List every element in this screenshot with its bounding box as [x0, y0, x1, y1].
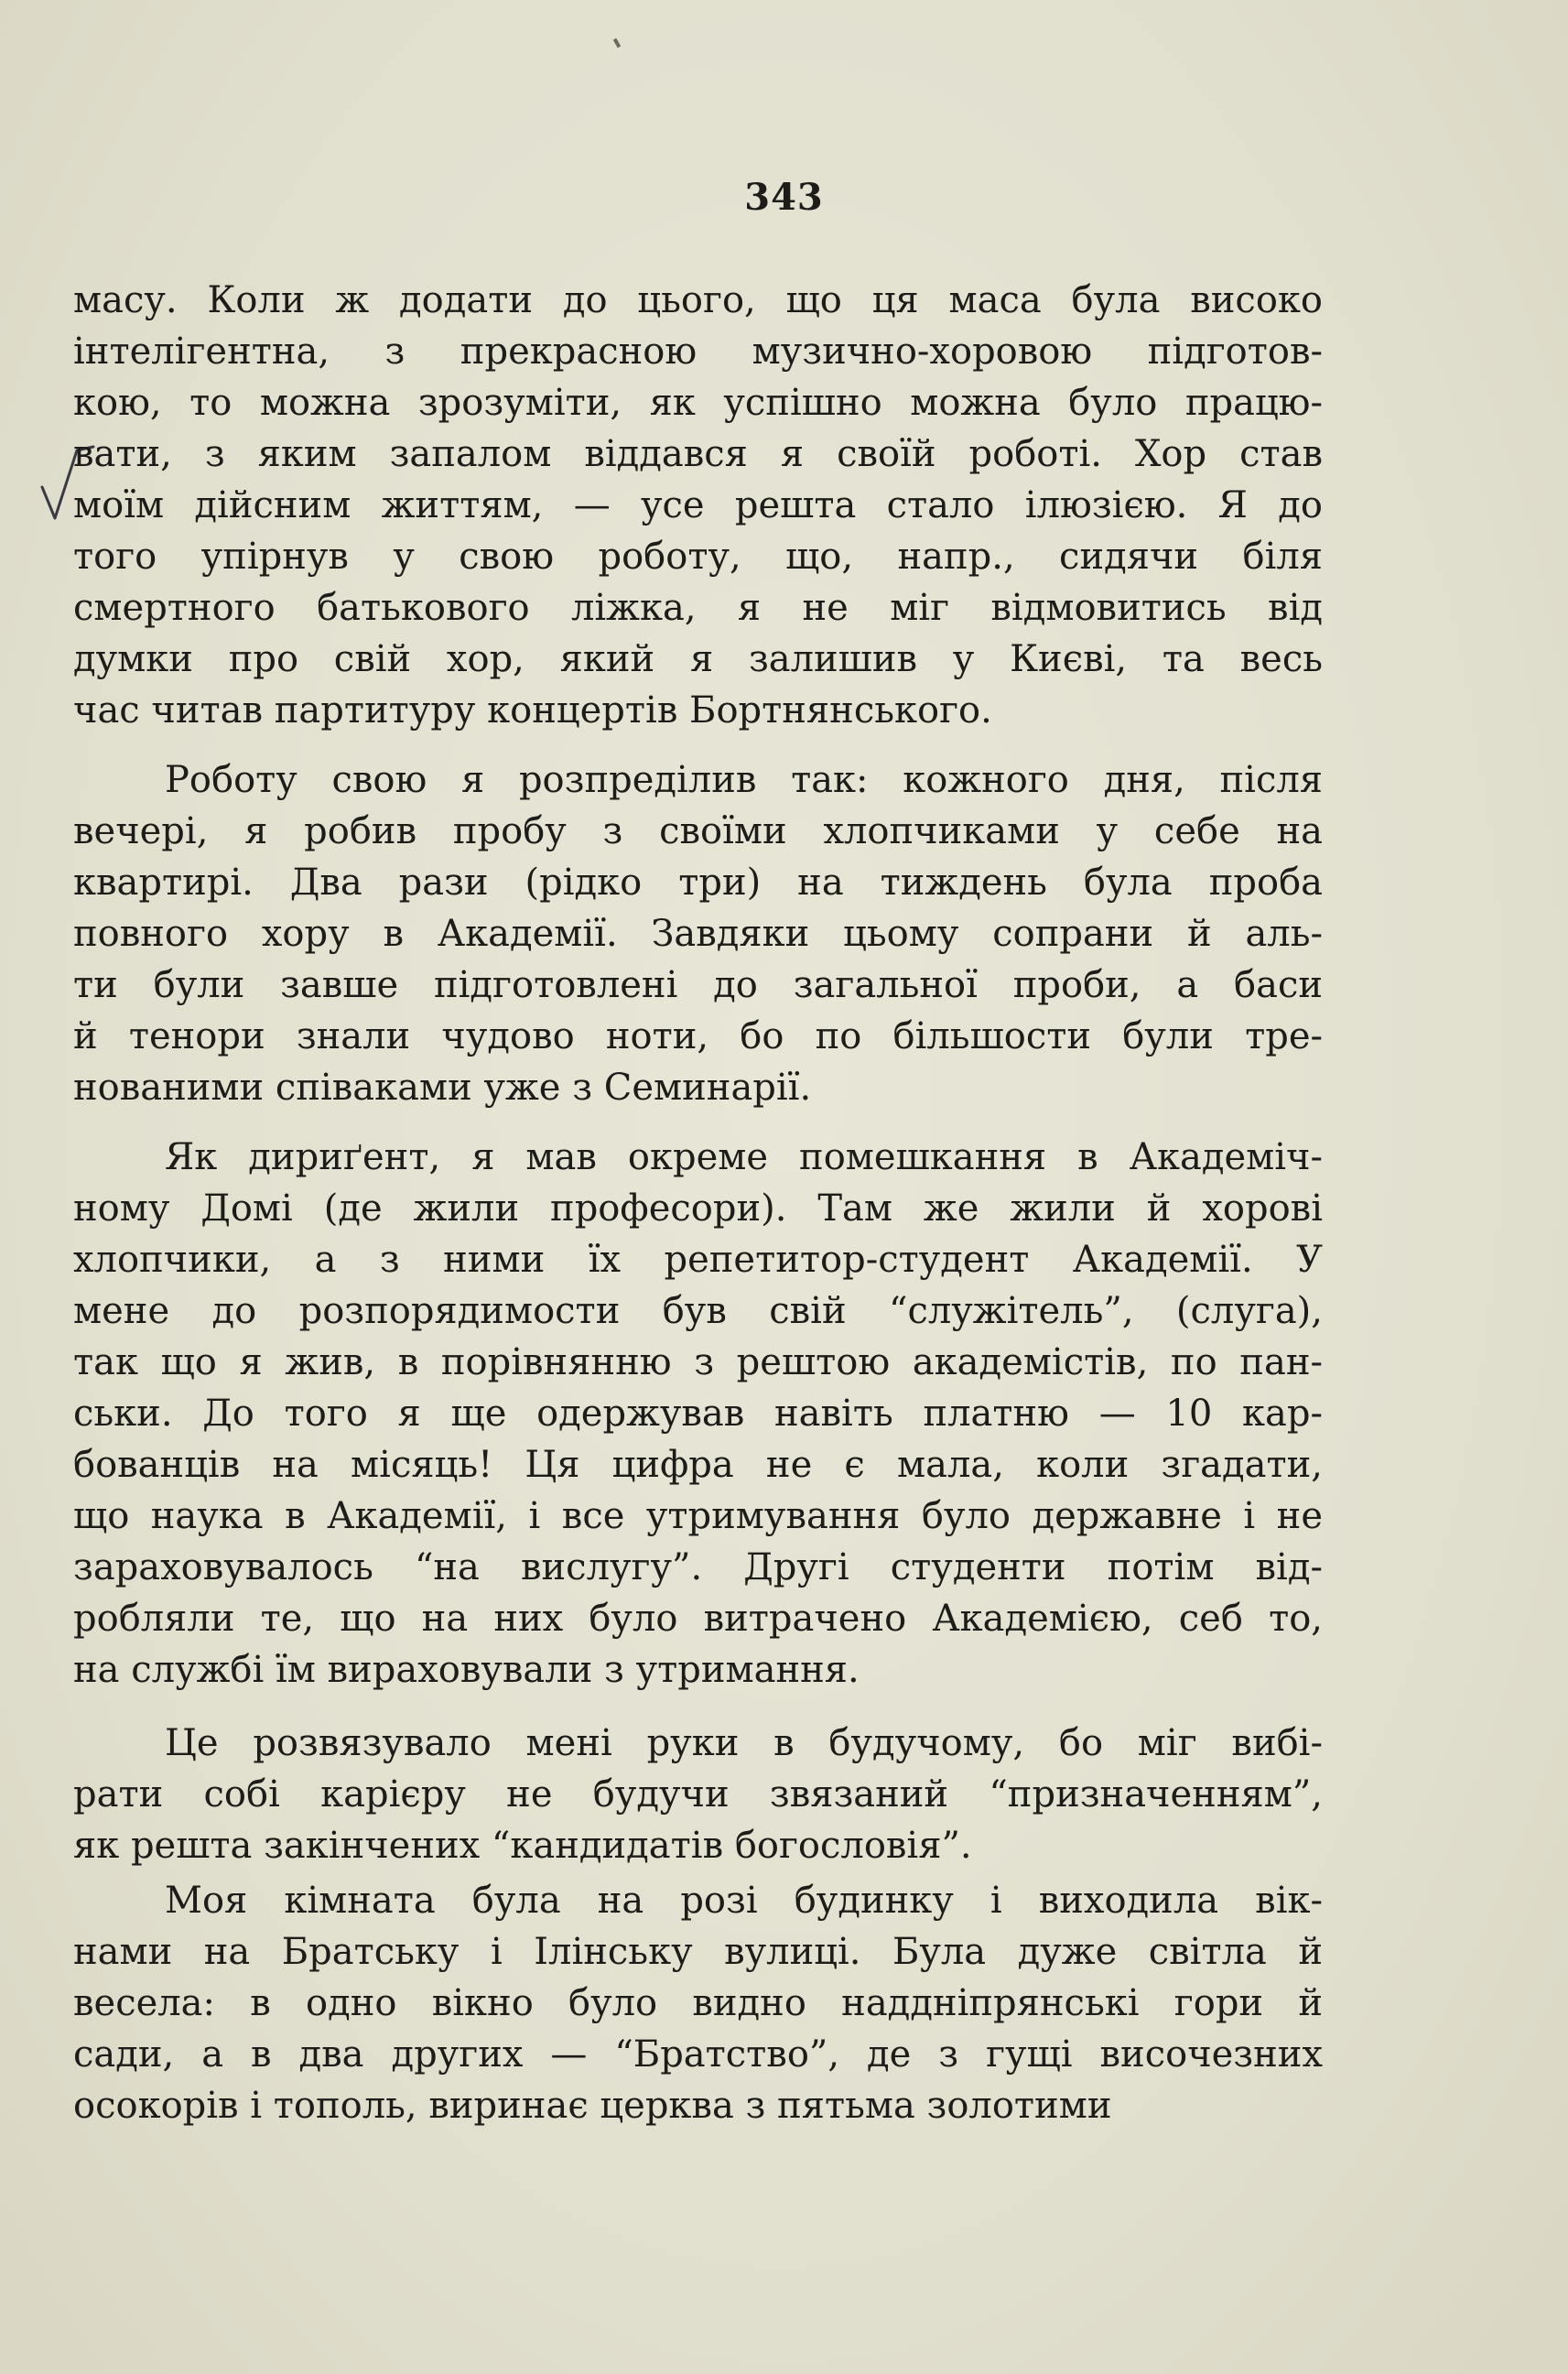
- text-line: кою, то можна зрозуміти, як успішно можна було працю-: [73, 382, 1323, 424]
- paragraph: [73, 754, 1323, 1113]
- text-line: Моя кімната була на розі будинку і виходила вік-: [165, 1880, 1323, 1922]
- text-line: того упірнув у свою роботу, що, напр., сидячи біля: [73, 536, 1323, 578]
- text-line: повного хору в Академії. Завдяки цьому сопрани й аль-: [73, 913, 1323, 955]
- text-line: думки про свій хор, який я залишив у Києві, та весь: [73, 638, 1323, 680]
- text-line: квартирі. Два рази (рідко три) на тиждень була проба: [73, 862, 1323, 904]
- text-line: Це розвязувало мені руки в будучому, бо міг вибі-: [165, 1722, 1323, 1764]
- text-line: масу. Коли ж додати до цього, що ця маса була високо: [73, 279, 1323, 321]
- text-line: вати, з яким запалом віддався я своїй роботі. Хор став: [73, 433, 1323, 475]
- paragraph: [73, 1132, 1323, 1696]
- paragraph: [73, 1718, 1323, 1871]
- paragraph: [73, 1875, 1323, 2131]
- text-line: сади, а в два других — “Братство”, де з гущі височезних: [73, 2033, 1323, 2076]
- text-line: час читав партитуру концертів Бортнянського.: [73, 689, 992, 732]
- text-line: ному Домі (де жили професори). Там же жили й хорові: [73, 1187, 1323, 1230]
- text-line: хлопчики, а з ними їх репетитор-студент Академії. У: [73, 1239, 1323, 1281]
- text-line: зараховувалось “на вислугу”. Другі студенти потім від-: [73, 1546, 1323, 1588]
- text-line: вечері, я робив пробу з своїми хлопчиками у себе на: [73, 810, 1323, 852]
- text-line: бованців на місяць! Ця цифра не є мала, коли згадати,: [73, 1444, 1323, 1486]
- text-line: мене до розпорядимости був свій “служітель”, (слуга),: [73, 1290, 1323, 1332]
- page-text: [73, 275, 1323, 2131]
- text-line: нованими співаками уже з Семинарії.: [73, 1067, 812, 1109]
- text-line: робляли те, що на них було витрачено Академією, себ то,: [73, 1598, 1323, 1640]
- text-line: інтелігентна, з прекрасною музично-хоровою підготов-: [73, 331, 1323, 373]
- text-line: що наука в Академії, і все утримування було державне і не: [73, 1495, 1323, 1537]
- text-line: осокорів і тополь, виринає церква з пятьма золотими: [73, 2085, 1112, 2127]
- ink-speck: [613, 38, 621, 49]
- text-line: смертного батькового ліжка, я не міг відмовитись від: [73, 587, 1323, 629]
- text-line: ськи. До того я ще одержував навіть платню — 10 кар-: [73, 1393, 1323, 1435]
- text-line: нами на Братську і Ілінську вулиці. Була дуже світла й: [73, 1931, 1323, 1973]
- text-line: ти були завше підготовлені до загальної проби, а баси: [73, 964, 1323, 1006]
- text-line: моїм дійсним життям, — усе решта стало ілюзією. Я до: [73, 484, 1323, 526]
- text-line: Як дириґент, я мав окреме помешкання в Академіч-: [165, 1136, 1323, 1178]
- text-line: рати собі карієру не будучи звязаний “призначенням”,: [73, 1773, 1323, 1816]
- text-line: й тенори знали чудово ноти, бо по більшости були тре-: [73, 1015, 1323, 1057]
- text-line: весела: в одно вікно було видно наддніпрянські гори й: [73, 1982, 1323, 2024]
- text-line: як решта закінчених “кандидатів богословія”.: [73, 1825, 972, 1867]
- text-line: Роботу свою я розпреділив так: кожного дня, після: [165, 759, 1323, 801]
- paragraph: [73, 275, 1323, 736]
- text-line: на службі їм вираховували з утримання.: [73, 1649, 860, 1691]
- text-line: так що я жив, в порівнянню з рештою академістів, по пан-: [73, 1341, 1323, 1383]
- page-number: 343: [744, 176, 824, 219]
